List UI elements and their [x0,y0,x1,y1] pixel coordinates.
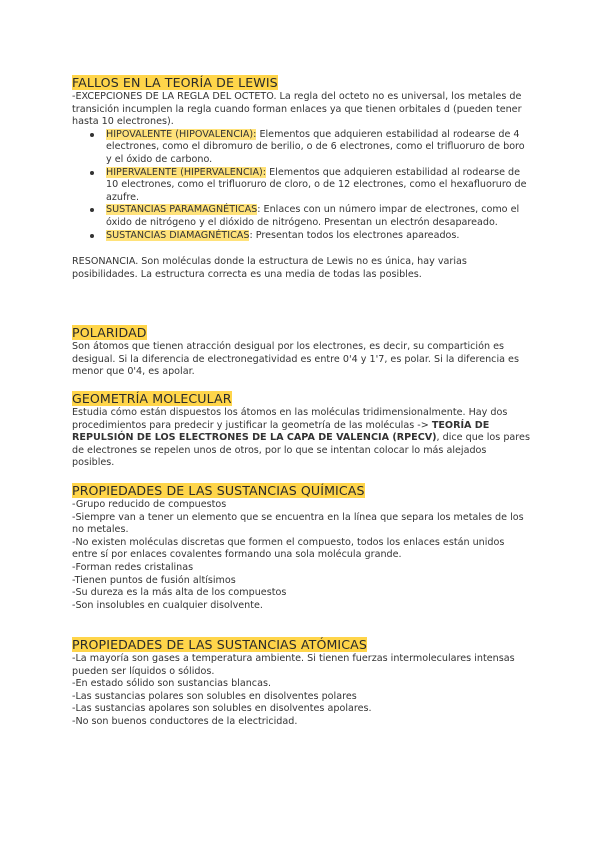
list-line: -No existen moléculas discretas que formen el compuesto, todos los enlaces están unidos entre sí por enlaces covalentes formando una sola molécula grande. [72,536,505,561]
list-line: -Tienen puntos de fusión altísimos [72,574,236,586]
term-description: : Enlaces con un número impar de electrones, como el óxido de nitrógeno y el dióxido de nitrógeno. Presentan un electrón desapareado. [106,204,520,228]
bullet-icon [90,234,94,238]
list-line: -Grupo reducido de compuestos [72,499,227,510]
bullet-icon [90,171,94,175]
paragraph: Son átomos que tienen atracción desigual por los electrones, es decir, su compartición es desigual. Si la diferencia de electronegatividad es entre 0'4 y 1'7, es polar. Si la diferencia es menor que 0'4, es apolar. [72,341,519,378]
paragraph: -EXCEPCIONES DE LA REGLA DEL OCTETO. La regla del octeto no es universal, los metales de transición incumplen la regla cuando forman enlaces ya que tienen orbitales d (pueden tener hasta 10 electrones). [72,91,522,128]
term-description: Elementos que adquieren estabilidad al rodearse de 10 electrones, como el trifluoruro de cloro, o de 12 electrones, como el hexafluoruro de azufre. [106,166,527,203]
paragraph-bold-text: TEORÍA DE REPULSIÓN DE LOS ELECTRONES DE LA CAPA DE VALENCIA (RPECV) [72,419,490,444]
list-line: -Son insolubles en cualquier disolvente. [72,599,263,611]
list-item [72,230,530,243]
bullet-icon [90,208,94,212]
section-sustancias-atomicas [72,634,530,729]
term-description: : Presentan todos los electrones apareados. [249,229,460,241]
list-line: -Su dureza es la más alta de los compuestos [72,587,287,599]
section-heading: FALLOS EN LA TEORÍA DE LEWIS [72,75,278,90]
bullet-icon [90,133,94,137]
term-description: Elementos que adquieren estabilidad al rodearse de 4 electrones, como el dibromuro de berilio, o de 6 electrones, como el trifluoruro de boro y el óxido de carbono. [106,128,525,165]
term: HIPOVALENTE (HIPOVALENCIA): [106,128,257,140]
list-line: -Las sustancias apolares son solubles en disolventes apolares. [72,703,372,715]
section-polaridad [72,322,530,379]
bullet-list [72,129,530,242]
section-heading: GEOMETRÍA MOLECULAR [72,391,232,406]
section-heading: POLARIDAD [72,325,147,340]
list-line: -Las sustancias polares son solubles en disolventes polares [72,690,357,702]
section-heading: PROPIEDADES DE LAS SUSTANCIAS ATÓMICAS [72,637,367,652]
section-geometria [72,388,530,470]
paragraph: RESONANCIA. Son moléculas donde la estructura de Lewis no es única, hay varias posibilidades. La estructura correcta es una media de todas las posibles. [72,256,467,280]
term: SUSTANCIAS PARAMAGNÉTICAS [106,204,258,216]
list-line: -No son buenos conductores de la electricidad. [72,715,298,727]
list-item [72,204,530,229]
term: SUSTANCIAS DIAMAGNÉTICAS [106,229,250,241]
list-line: -Forman redes cristalinas [72,561,194,573]
section-heading: PROPIEDADES DE LAS SUSTANCIAS QUÍMICAS [72,483,365,498]
list-line: -En estado sólido son sustancias blancas. [72,678,271,690]
paragraph-text: , dice que los pares de electrones se repelen unos de otros, por lo que se intentan colocar lo más alejados posibles. [72,432,530,469]
section-sustancias-quimicas [72,480,530,612]
term: HIPERVALENTE (HIPERVALENCIA): [106,166,267,178]
list-item [72,129,530,167]
section-lewis [72,72,530,281]
list-line: -La mayoría son gases a temperatura ambiente. Si tienen fuerzas intermoleculares intensas pueden ser líquidos o sólidos. [72,653,515,677]
list-item [72,167,530,205]
list-line: -Siempre van a tener un elemento que se encuentra en la línea que separa los metales de los no metales. [72,511,524,536]
paragraph-text: Estudia cómo están dispuestos los átomos en las moléculas tridimensionalmente. Hay dos procedimientos para predecir y justificar la geometría de las moléculas -> [72,407,508,431]
paragraph [72,407,530,470]
